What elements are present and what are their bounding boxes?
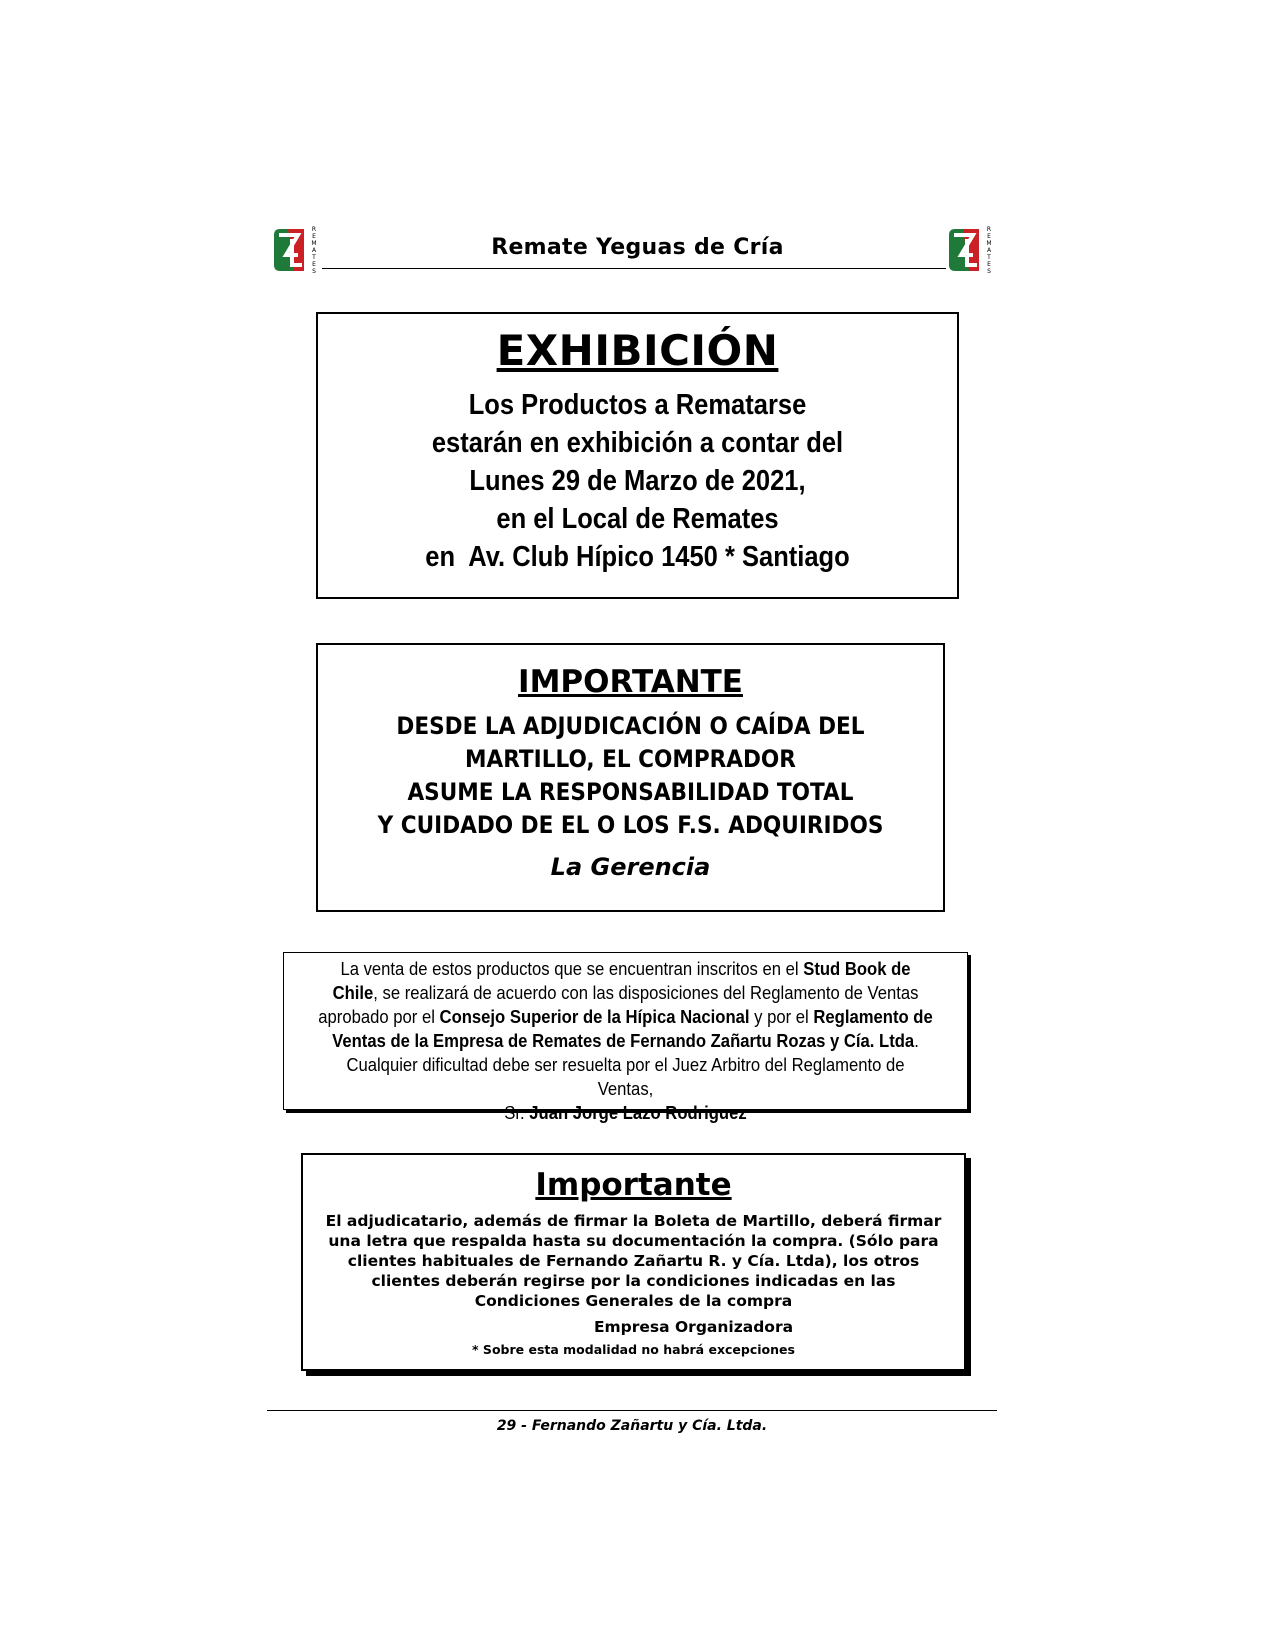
consejo-name: Consejo Superior de la Hípica Nacional: [439, 1006, 750, 1027]
header-title: Remate Yeguas de Cría: [491, 235, 784, 260]
reglamento-text: La venta de estos productos que se encuentran inscritos en el: [340, 958, 804, 979]
footer-divider: [267, 1410, 997, 1411]
reglamento-text: Sr.: [504, 1102, 530, 1123]
reglamento-text: . Cualquier dificultad debe ser resuelta por el Juez Arbitro del Reglamento de Ventas,: [346, 1030, 919, 1099]
reglamento-text: , se realizará de acuerdo con las disposiciones del Reglamento de Ventas aprobado por el: [318, 982, 919, 1027]
importante-letra-title: Importante: [535, 1167, 732, 1203]
stud-book-name: Stud Book de Chile: [332, 958, 911, 1003]
importante-text: [349, 710, 912, 842]
exhibicion-title: EXHIBICIÓN: [496, 326, 779, 375]
importante-signature: La Gerencia: [550, 853, 711, 881]
importante-line: MARTILLO, EL COMPRADOR: [465, 745, 796, 773]
reglamento-text: y por el: [749, 1006, 814, 1027]
exhibicion-line: en Av. Club Hípico 1450 * Santiago: [425, 541, 850, 573]
reglamento-box: [283, 952, 968, 1123]
importante-line: ASUME LA RESPONSABILIDAD TOTAL: [407, 778, 854, 806]
exhibicion-text: [356, 386, 918, 576]
juez-name: Juan Jorge Lazo Rodriguez: [529, 1102, 747, 1123]
svg-text:REMATES: R E M A T E S: [311, 226, 317, 275]
header-divider: [322, 268, 946, 269]
importante-title: IMPORTANTE: [518, 664, 743, 700]
importante-box: [316, 643, 945, 912]
importante-line: Y CUIDADO DE EL O LOS F.S. ADQUIRIDOS: [377, 811, 884, 839]
company-logo-right: [945, 225, 997, 275]
importante-line: DESDE LA ADJUDICACIÓN O CAÍDA DEL: [396, 712, 865, 740]
reglamento-ventas-name: Reglamento de Ventas de la Empresa de Remates de Fernando Zañartu Rozas y Cía. Ltda: [332, 1006, 933, 1051]
organizer-label: Empresa Organizadora: [593, 1318, 794, 1336]
footer-page-label: 29 - Fernando Zañartu y Cía. Ltda.: [496, 1418, 768, 1434]
exceptions-note: * Sobre esta modalidad no habrá excepciones: [472, 1342, 795, 1357]
exhibicion-line: Lunes 29 de Marzo de 2021,: [469, 465, 806, 497]
company-logo-left: [270, 225, 322, 275]
exhibicion-line: estarán en exhibición a contar del: [431, 427, 844, 459]
importante-letra-paragraph: El adjudicatario, además de firmar la Boleta de Martillo, deberá firmar una letra que respalda hasta su documentación la compra. (Sólo para clientes habituales de Fernando Zañartu R. y Cía. Ltda), los otros clientes deberán regirse por la condiciones indicadas en las Condiciones Generales de la compra: [325, 1212, 942, 1310]
svg-text:REMATES: R E M A T E S: [986, 226, 992, 275]
exhibicion-line: en el Local de Remates: [496, 503, 779, 535]
reglamento-paragraph: [318, 957, 933, 1125]
importante-letra-box: [301, 1153, 966, 1371]
exhibicion-box: [316, 312, 959, 599]
exhibicion-line: Los Productos a Rematarse: [468, 389, 807, 421]
